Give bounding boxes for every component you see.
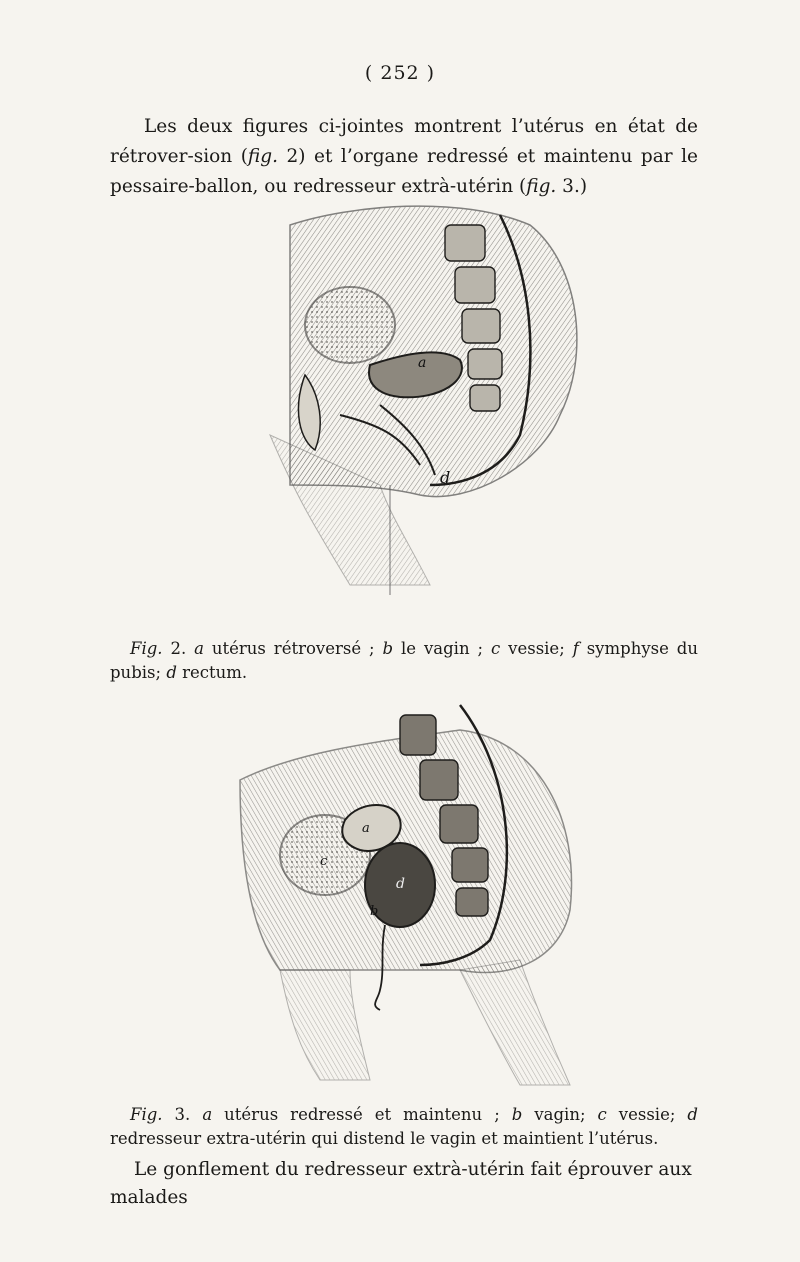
figure-3-illustration — [220, 690, 600, 1090]
figure-3-label-d: d — [396, 876, 405, 892]
figure-3-caption — [110, 1103, 698, 1151]
caption-3-letter-a: a — [202, 1104, 213, 1124]
final-line: Le gonflement du redresseur extrà-utérin fait éprouver aux malades — [110, 1158, 692, 1208]
caption-2-number: 2. — [162, 638, 195, 658]
figure-3-label-c: c — [320, 854, 328, 869]
page-number: ( 252 ) — [364, 62, 436, 84]
caption-2-fig-label: Fig. — [130, 638, 163, 658]
figure-2-caption — [110, 637, 698, 685]
caption-2-text-d: rectum. — [176, 662, 248, 682]
caption-3-text-a: utérus redressé et maintenu ; — [212, 1104, 512, 1124]
figure-3-engraving — [220, 690, 600, 1090]
intro-fig-ref-2: fig. — [526, 175, 557, 197]
caption-3-text-b: vagin; — [522, 1104, 598, 1124]
caption-2-letter-b: b — [382, 638, 394, 658]
caption-2-text-b: le vagin ; — [393, 638, 491, 658]
caption-3-letter-c: c — [597, 1104, 607, 1124]
figure-2-illustration — [230, 185, 590, 605]
caption-3-letter-b: b — [511, 1104, 523, 1124]
caption-2-text-a: utérus rétroversé ; — [203, 638, 383, 658]
caption-2-letter-a: a — [194, 638, 204, 658]
figure-2-engraving — [230, 185, 590, 605]
intro-text-1: Les deux figures ci-jointes montrent l’utérus en état de rétrover-sion ( — [110, 115, 698, 167]
figure-2-label-a: a — [418, 355, 427, 371]
caption-2-text-f: symphyse du pubis; — [110, 638, 698, 682]
caption-3-fig-label: Fig. — [130, 1104, 163, 1124]
caption-3-text-c: vessie; — [606, 1104, 688, 1124]
figure-3-label-a: a — [362, 821, 370, 836]
intro-text-3: 3.) — [556, 175, 588, 197]
caption-2-letter-c: c — [490, 638, 501, 658]
caption-3-text-d: redresseur extra-utérin qui distend le vagin et maintient l’utérus. — [110, 1128, 659, 1148]
caption-3-number: 3. — [162, 1104, 203, 1124]
caption-2-letter-d: d — [166, 662, 177, 682]
figure-3-label-b: b — [370, 904, 379, 919]
intro-fig-ref-1: fig. — [247, 145, 278, 167]
caption-2-letter-f: f — [572, 638, 579, 658]
caption-2-text-c: vessie; — [500, 638, 573, 658]
caption-3-letter-d: d — [687, 1104, 698, 1124]
figure-2-label-d: d — [440, 468, 451, 487]
intro-text-2: 2) et l’organe redressé et maintenu par le pessaire-ballon, ou redresseur extrà-utérin ( — [110, 145, 699, 197]
